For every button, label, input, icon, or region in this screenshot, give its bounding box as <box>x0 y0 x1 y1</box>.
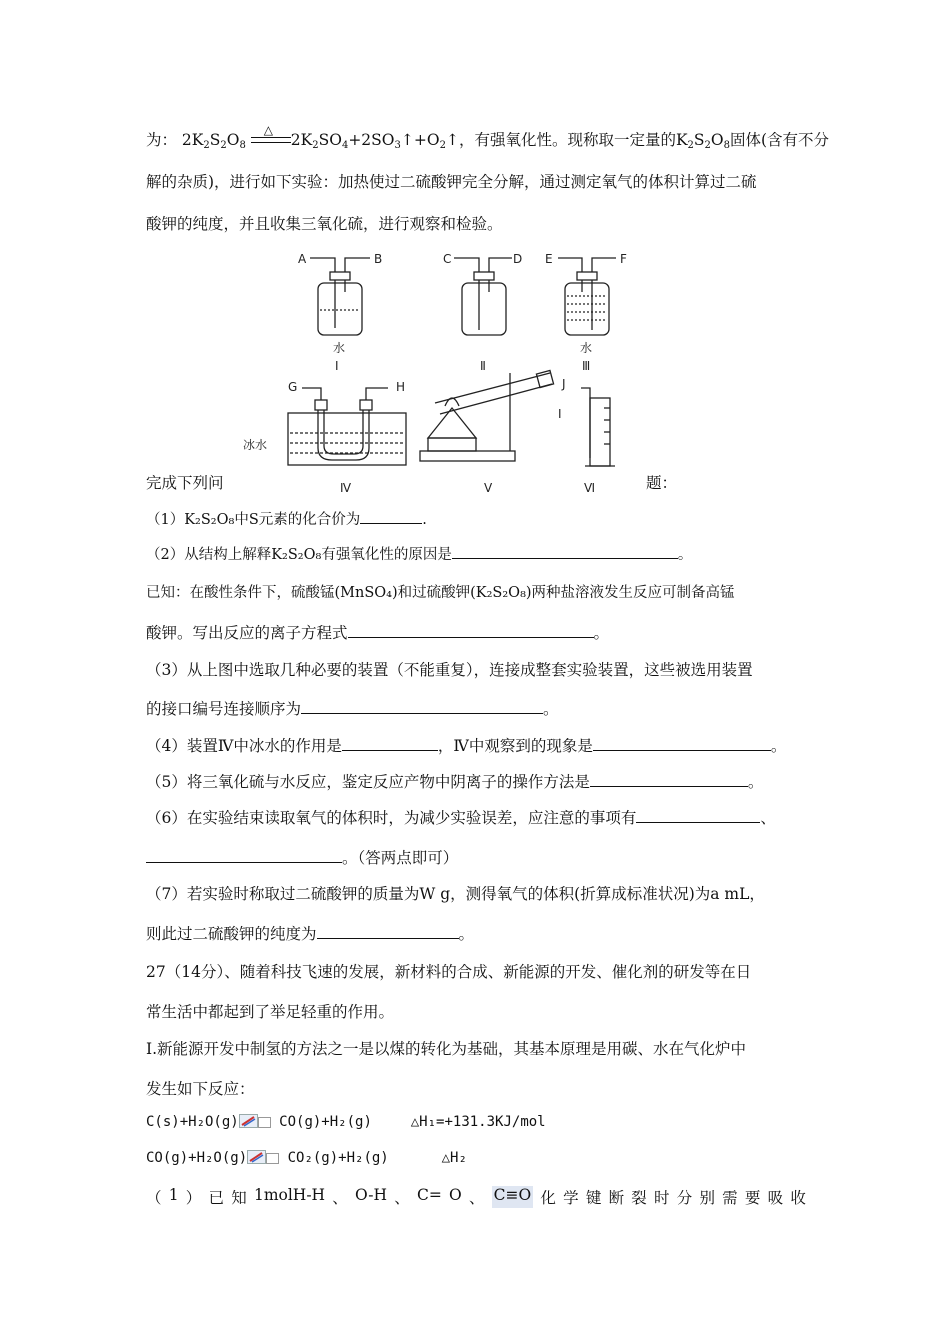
question-4 <box>146 734 786 756</box>
water-label-1: 水 <box>333 341 346 355</box>
label-J: J <box>562 377 566 391</box>
q3-line2-text: 的接口编号连接顺序为 <box>146 700 302 718</box>
last-line-tail: 需 <box>722 1189 738 1207</box>
intro-line-3: 酸钾的纯度，并且收集三氧化硫，进行观察和检验。 <box>146 215 503 233</box>
prompt-left: 完成下列问 <box>146 474 224 492</box>
device-6-cylinder <box>581 388 615 466</box>
label-G: G <box>288 380 298 394</box>
reaction2-dh: △H₂ <box>441 1150 467 1166</box>
q27-line-1: 27（14分）、随着科技飞速的发展，新材料的合成、新能源的开发、催化剂的研发等在日 <box>146 963 752 981</box>
device-number-5: Ⅴ <box>484 481 493 495</box>
q3-line-1: （3）从上图中选取几种必要的装置（不能重复），连接成整套实验装置，这些被选用装置 <box>146 661 753 679</box>
label-I: I <box>558 407 562 421</box>
label-E: E <box>545 252 553 266</box>
reaction-2 <box>146 1150 467 1166</box>
last-line-part: 知 <box>231 1189 247 1207</box>
last-line-tail: 收 <box>790 1189 806 1207</box>
last-line-tail: 别 <box>699 1189 715 1207</box>
intro-line1-end: 固体(含有不分 <box>730 131 830 149</box>
q3-line-2 <box>146 697 559 719</box>
q6-blank-1[interactable] <box>636 808 760 823</box>
q1-blank[interactable] <box>360 509 422 524</box>
device-3-bottle <box>558 258 616 335</box>
last-line-part: 已 <box>208 1189 225 1207</box>
water-label-3: 水 <box>580 341 593 355</box>
q3-end: 。 <box>543 700 559 718</box>
q27-line-2: 常生活中都起到了举足轻重的作用。 <box>146 1003 395 1021</box>
last-line-part: 、 <box>394 1189 410 1207</box>
intro-line1-products: 2K <box>290 131 313 149</box>
known-line-1: 已知：在酸性条件下，硫酸锰(MnSO₄)和过硫酸钾(K₂S₂O₈)两种盐溶液发生反应可制备高锰 <box>146 585 735 601</box>
q4-blank-2[interactable] <box>593 736 771 751</box>
q6-blank-2[interactable] <box>146 848 342 863</box>
label-C: C <box>443 252 452 266</box>
reaction-1 <box>146 1114 546 1130</box>
q4-end: 。 <box>770 737 787 755</box>
intro-line1-rest: ，有强氧化性。现称取一定量的K <box>458 131 688 149</box>
q7-line-2 <box>146 922 474 944</box>
intro-line1-prefix: 为： 2K <box>146 131 204 149</box>
device-1-bottle <box>310 258 370 335</box>
label-A: A <box>298 252 307 266</box>
device-number-3: Ⅲ <box>582 359 591 373</box>
apparatus-figure <box>240 248 640 498</box>
highlighted-bond: C≡O <box>492 1186 534 1208</box>
last-line-part: C= <box>416 1186 442 1204</box>
q7-line2-text: 则此过二硫酸钾的纯度为 <box>146 925 317 943</box>
last-line-part: ） <box>185 1189 202 1207</box>
label-D: D <box>513 252 523 266</box>
ionic-equation-blank[interactable] <box>348 623 594 638</box>
last-line-part: （ <box>146 1189 162 1207</box>
last-line-part: 1 <box>168 1186 179 1204</box>
question-2 <box>146 543 692 564</box>
question-1 <box>146 508 427 529</box>
reversible-arrow-image-icon <box>239 1114 271 1128</box>
last-line-tail: 时 <box>654 1189 670 1207</box>
last-line <box>146 1186 806 1208</box>
intro-line-2: 解的杂质)，进行如下实验：加热使过二硫酸钾完全分解，通过测定氧气的体积计算过二硫 <box>146 173 757 191</box>
device-number-4: Ⅳ <box>340 481 352 495</box>
reaction1-dh: △H₁=+131.3KJ/mol <box>410 1114 546 1130</box>
q1-end: . <box>422 512 427 528</box>
q4-blank-1[interactable] <box>342 736 438 751</box>
q6-line-1 <box>146 806 776 828</box>
q6-line2-end: 。（答两点即可） <box>342 849 459 867</box>
reaction2-right: CO₂(g)+H₂(g) <box>287 1150 389 1166</box>
last-line-part: 1molH-H <box>253 1186 326 1204</box>
last-line-tail: 化 <box>540 1189 556 1207</box>
device-4-ice-bath <box>288 388 406 465</box>
reaction1-left: C(s)+H₂O(g) <box>146 1114 239 1130</box>
known-line2-text: 酸钾。写出反应的离子方程式 <box>146 624 348 642</box>
reaction1-right: CO(g)+H₂(g) <box>279 1114 372 1130</box>
q4-mid: ，Ⅳ中观察到的现象是 <box>437 737 593 755</box>
last-line-tail: 分 <box>676 1189 693 1207</box>
q7-blank[interactable] <box>317 924 459 939</box>
q7-end: 。 <box>458 925 475 943</box>
last-line-tail: 裂 <box>631 1189 647 1207</box>
device-2-bottle <box>454 258 512 335</box>
reversible-arrow-image-icon <box>247 1150 279 1164</box>
q5-blank[interactable] <box>590 772 748 787</box>
device-number-2: Ⅱ <box>480 359 486 373</box>
q1-text: （1）K₂S₂O₈中S元素的化合价为 <box>146 512 361 528</box>
last-line-tail: 断 <box>608 1189 625 1207</box>
label-F: F <box>620 252 627 266</box>
known-line2-end: 。 <box>593 624 610 642</box>
last-line-part: 、 <box>468 1189 485 1207</box>
last-line-part: 、 <box>332 1189 348 1207</box>
last-line-tail: 键 <box>585 1189 602 1207</box>
reaction2-left: CO(g)+H₂O(g) <box>146 1150 248 1166</box>
part1-line-1: Ⅰ.新能源开发中制氢的方法之一是以煤的转化为基础，其基本原理是用碳、水在气化炉中 <box>146 1040 747 1058</box>
q2-blank[interactable] <box>452 544 678 559</box>
q3-blank[interactable] <box>301 699 543 714</box>
last-line-tail: 学 <box>563 1189 579 1207</box>
q2-end: 。 <box>677 547 693 563</box>
part1-line-2: 发生如下反应： <box>146 1080 255 1098</box>
q6-line-2 <box>146 846 458 868</box>
device-number-1: Ⅰ <box>335 359 339 373</box>
ice-water-label: 冰水 <box>243 438 268 452</box>
last-line-part: O <box>449 1186 462 1204</box>
heat-arrow: △ <box>251 131 291 147</box>
q5-text: （5）将三氧化硫与水反应，鉴定反应产物中阴离子的操作方法是 <box>146 773 590 791</box>
q2-text: （2）从结构上解释K₂S₂O₈有强氧化性的原因是 <box>146 547 452 563</box>
q6-line1-text: （6）在实验结束读取氧气的体积时，为减少实验误差，应注意的事项有 <box>146 809 637 827</box>
last-line-tail: 要 <box>744 1189 761 1207</box>
q4-text: （4）装置Ⅳ中冰水的作用是 <box>146 737 342 755</box>
device-number-6: Ⅵ <box>584 481 596 495</box>
q5-end: 。 <box>747 773 764 791</box>
label-H: H <box>396 380 406 394</box>
question-5 <box>146 770 763 792</box>
last-line-tail: 吸 <box>767 1189 784 1207</box>
prompt-right: 题： <box>646 474 678 492</box>
last-line-part: O-H <box>355 1186 388 1204</box>
label-B: B <box>374 252 383 266</box>
device-5-heating <box>420 370 554 461</box>
intro-line-1: 为： $2K_2S_2O_8$ △ $2K_2SO_4+2SO_3↑+O_2↑$，有强氧化性。现称取一定量的$K_2S_2O_8$固体(含有不分 <box>146 123 830 151</box>
q6-line1-end: 、 <box>760 809 776 827</box>
q7-line-1: （7）若实验时称取过二硫酸钾的质量为W g，测得氧气的体积(折算成标准状况)为a mL， <box>146 885 765 903</box>
known-line-2 <box>146 621 609 643</box>
